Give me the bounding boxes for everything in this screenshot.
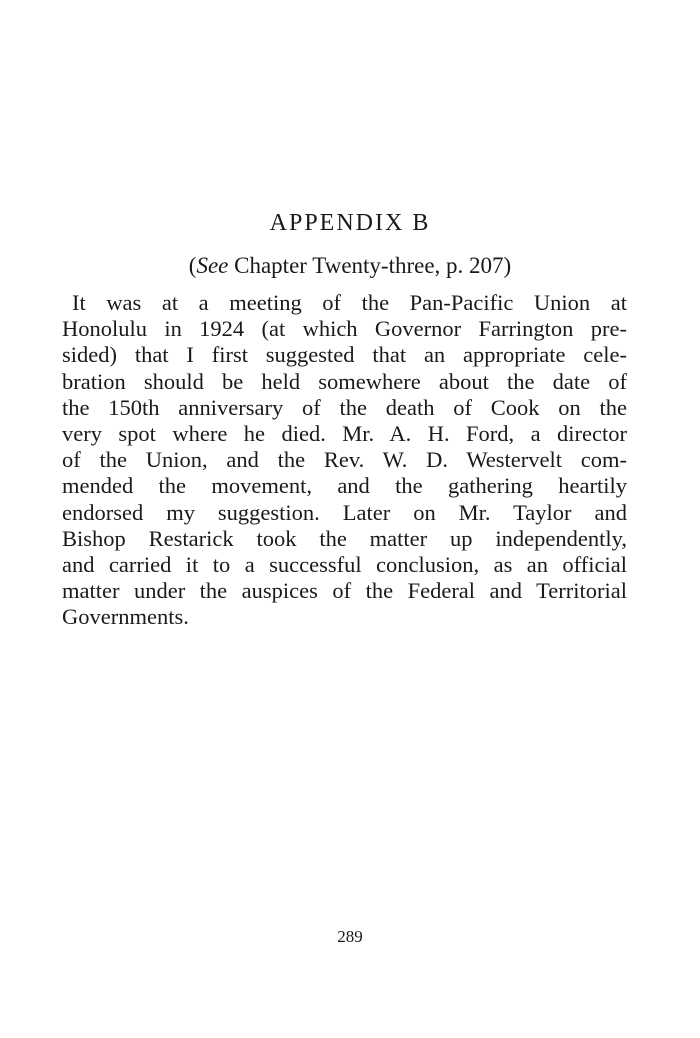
page-number: 289 <box>337 927 363 946</box>
text-line: of the Union, and the Rev. W. D. Westervelt com- <box>62 447 627 473</box>
body-paragraph <box>62 290 627 630</box>
text-line: sided) that I first suggested that an appropriate cele- <box>62 342 627 368</box>
text-line: mended the movement, and the gathering heartily <box>62 473 627 499</box>
text-line: bration should be held somewhere about the date of <box>62 368 627 394</box>
text-line: Governments. <box>62 604 189 630</box>
text-line: very spot where he died. Mr. A. H. Ford, a director <box>62 420 627 446</box>
appendix-heading: APPENDIX B <box>269 210 431 236</box>
reference-open-paren: ( <box>188 253 197 278</box>
chapter-reference <box>0 253 700 279</box>
text-line: Bishop Restarick took the matter up independently, <box>62 525 627 551</box>
text-line: the 150th anniversary of the death of Cook on the <box>62 394 627 420</box>
text-line: It was at a meeting of the Pan-Pacific Union at <box>72 290 627 315</box>
reference-rest: Chapter Twenty-three, p. 207) <box>228 253 512 278</box>
text-line: and carried it to a successful conclusion, as an official <box>62 551 627 577</box>
text-line: Honolulu in 1924 (at which Governor Farrington pre- <box>62 316 627 342</box>
text-line: endorsed my suggestion. Later on Mr. Taylor and <box>62 499 627 525</box>
reference-see: See <box>196 253 229 278</box>
text-line: matter under the auspices of the Federal and Territorial <box>62 578 627 604</box>
